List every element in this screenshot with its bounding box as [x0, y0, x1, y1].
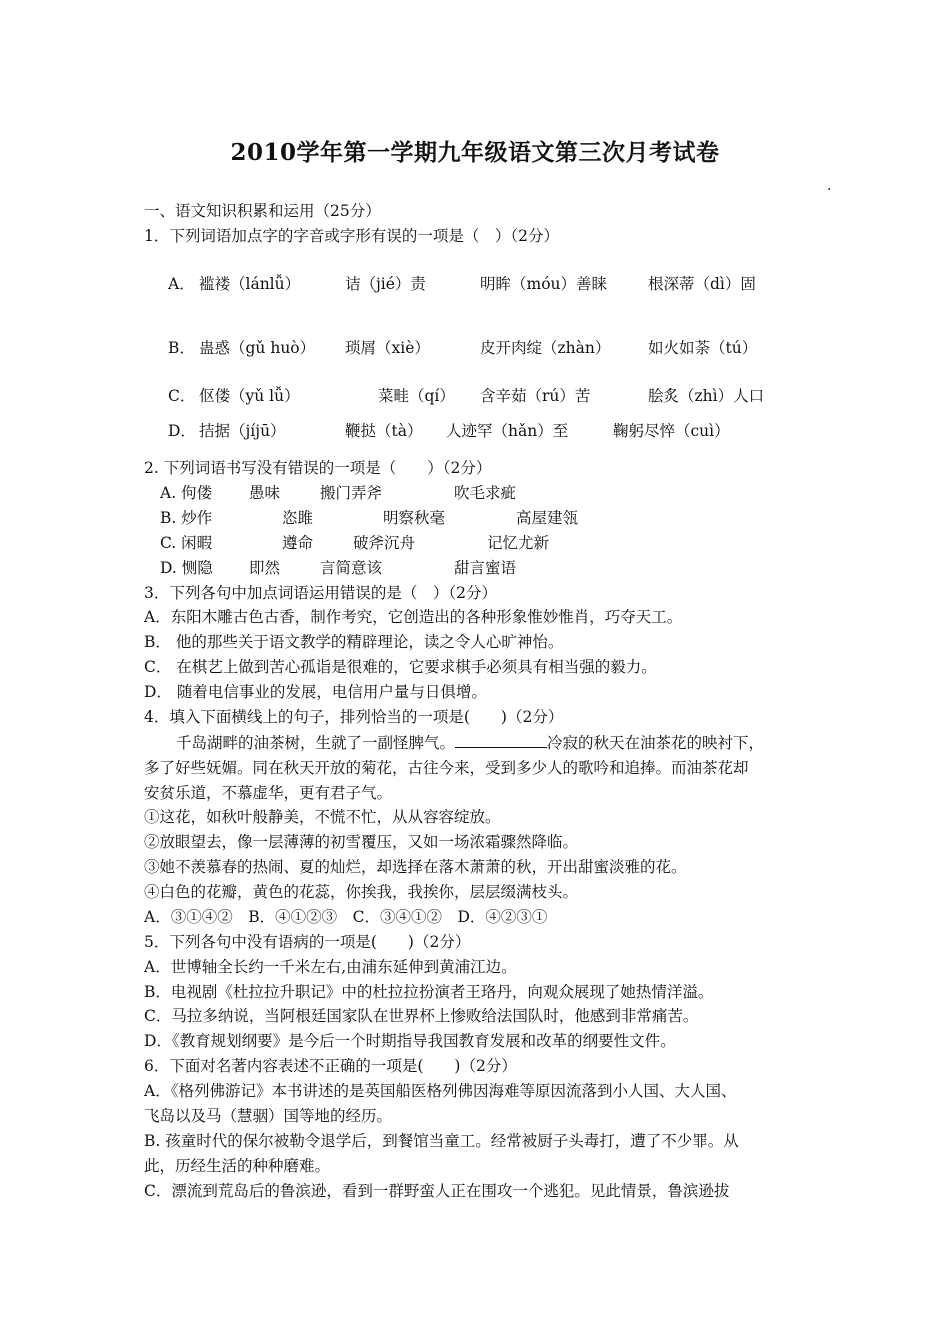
q1-c-item-4: 脍炙（zhì）人口 [648, 387, 765, 405]
q2-d-label: D. 恻隐 [160, 559, 213, 577]
q1-b-item-4: 如火如荼（tú） [648, 339, 758, 357]
q6-line-5: C．漂流到荒岛后的鲁滨逊，看到一群野蛮人正在围攻一个逃犯。见此情景，鲁滨逊拔 [144, 1182, 730, 1200]
option-label: B． [168, 339, 195, 357]
answer-blank[interactable] [455, 733, 547, 748]
q3-option-d: D． 随着电信事业的发展，电信用户量与日俱增。 [144, 683, 487, 701]
q2-c-item-2: 破斧沉舟 [353, 534, 416, 552]
option-label: D． [168, 422, 196, 440]
q1-b-item-3: 皮开肉绽（zhàn） [480, 339, 611, 357]
q3-option-c: C． 在棋艺上做到苦心孤诣是很难的，它要求棋手必须具有相当强的毅力。 [144, 658, 657, 676]
q5-option-d: D．《教育规划纲要》是今后一个时期指导我国教育发展和改革的纲要性文件。 [144, 1032, 676, 1050]
q6-stem: 6．下面对名著内容表述不正确的一项是( )（2分） [144, 1057, 517, 1075]
option-label: C． [168, 387, 196, 405]
q3-stem: 3．下列各句中加点词语运用错误的是（ ）（2分） [144, 584, 497, 602]
q4-item-4: ④白色的花瓣，黄色的花蕊，你挨我，我挨你，层层缀满枝头。 [144, 883, 579, 901]
q2-d-item-1: 即然 [249, 559, 281, 577]
q2-a-item-2: 搬门弄斧 [320, 484, 383, 502]
q6-line-2: 飞岛以及马（慧骃）国等地的经历。 [144, 1107, 393, 1125]
q1-c-item-1: 伛偻（yǔ lǚ） [199, 387, 300, 405]
q1-a-item-3: 明眸（móu）善睐 [480, 275, 608, 293]
corner-mark: . [827, 178, 832, 194]
q1-a-item-2: 诘（jié）责 [345, 275, 426, 293]
section-heading: 一、语文知识积累和运用（25分） [144, 202, 381, 220]
q2-a-item-3: 吹毛求疵 [454, 484, 517, 502]
q2-c-label: C. 闲暇 [160, 534, 213, 552]
q5-stem: 5．下列各句中没有语病的一项是( )（2分） [144, 933, 471, 951]
q2-d-item-2: 言简意该 [320, 559, 383, 577]
q5-option-b: B．电视剧《杜拉拉升职记》中的杜拉拉扮演者王珞丹，向观众展现了她热情洋溢。 [144, 983, 714, 1001]
q1-d-item-3: 人迹罕（hǎn）至 [446, 422, 569, 440]
q1-c-item-2: 菜畦（qí） [378, 387, 455, 405]
q2-c-item-1: 遵命 [282, 534, 314, 552]
q1-stem: 1．下列词语加点字的字音或字形有误的一项是（ ）（2分） [144, 227, 559, 245]
q1-a-item-1: 褴褛（lánlǚ） [199, 275, 301, 293]
option-label: A． [168, 275, 195, 293]
q1-b-item-1: 蛊惑（gǔ huò） [199, 339, 316, 357]
q2-b-item-1: 恣雎 [282, 509, 314, 527]
q3-option-a: A．东阳木雕古色古香，制作考究，它创造出的各种形象惟妙惟肖，巧夺天工。 [144, 608, 683, 626]
q2-b-item-3: 高屋建瓴 [516, 509, 579, 527]
q2-b-item-2: 明察秋毫 [383, 509, 446, 527]
q1-d-item-4: 鞠躬尽悴（cuì） [613, 422, 730, 440]
q1-d-item-1: 拮据（jíjū） [199, 422, 286, 440]
q6-line-3: B. 孩童时代的保尔被勒令退学后，到餐馆当童工。经常被厨子头毒打，遭了不少罪。从 [144, 1132, 739, 1150]
q1-d-item-2: 鞭挞（tà） [345, 422, 423, 440]
q4-choices: A．③①④② B．④①②③ C．③④①② D．④②③① [144, 908, 548, 926]
q4-passage-line-1 [176, 733, 764, 753]
q4-item-2: ②放眼望去，像一层薄薄的初雪覆压，又如一场浓霜骤然降临。 [144, 833, 579, 851]
q2-b-label: B. 炒作 [160, 509, 213, 527]
q4-stem: 4．填入下面横线上的句子，排列恰当的一项是( )（2分） [144, 708, 564, 726]
q5-option-c: C．马拉多纳说，当阿根廷国家队在世界杯上惨败给法国队时，他感到非常痛苦。 [144, 1007, 699, 1025]
q4-passage-b: 冷寂的秋天在油茶花的映衬下， [547, 734, 765, 752]
q1-a-item-4: 根深蒂（dì）固 [648, 275, 756, 293]
q6-line-1: A．《格列佛游记》本书讲述的是英国船医格列佛因海难等原因流落到小人国、大人国、 [144, 1082, 737, 1100]
q4-item-1: ①这花，如秋叶般静美，不慌不忙，从从容容绽放。 [144, 808, 501, 826]
q5-option-a: A．世博轴全长约一千米左右,由浦东延伸到黄浦江边。 [144, 958, 517, 976]
q1-c-item-3: 含辛茹（rú）苦 [480, 387, 591, 405]
q2-a-label: A. 佝偻 [160, 484, 213, 502]
q4-passage-line-3: 安贫乐道，不慕虚华，更有君子气。 [144, 784, 393, 802]
q4-passage-a: 千岛湖畔的油茶树，生就了一副怪脾气。 [176, 734, 456, 752]
q2-d-item-3: 甜言蜜语 [454, 559, 517, 577]
q1-b-item-2: 琐屑（xiè） [345, 339, 430, 357]
q4-item-3: ③她不羡慕春的热闹、夏的灿烂，却选择在落木萧萧的秋，开出甜蜜淡雅的花。 [144, 858, 687, 876]
q2-c-item-3: 记忆尤新 [487, 534, 550, 552]
q6-line-4: 此，历经生活的种种磨难。 [144, 1157, 331, 1175]
q3-option-b: B． 他的那些关于语文教学的精辟理论，读之令人心旷神怡。 [144, 633, 564, 651]
q4-passage-line-2: 多了好些妩媚。同在秋天开放的菊花，古往今来，受到多少人的歌吟和追捧。而油茶花却 [144, 759, 749, 777]
page-title: 2010学年第一学期九年级语文第三次月考试卷 [230, 139, 720, 166]
q2-stem: 2. 下列词语书写没有错误的一项是（ ）（2分） [144, 459, 492, 477]
q2-a-item-1: 愚味 [249, 484, 281, 502]
